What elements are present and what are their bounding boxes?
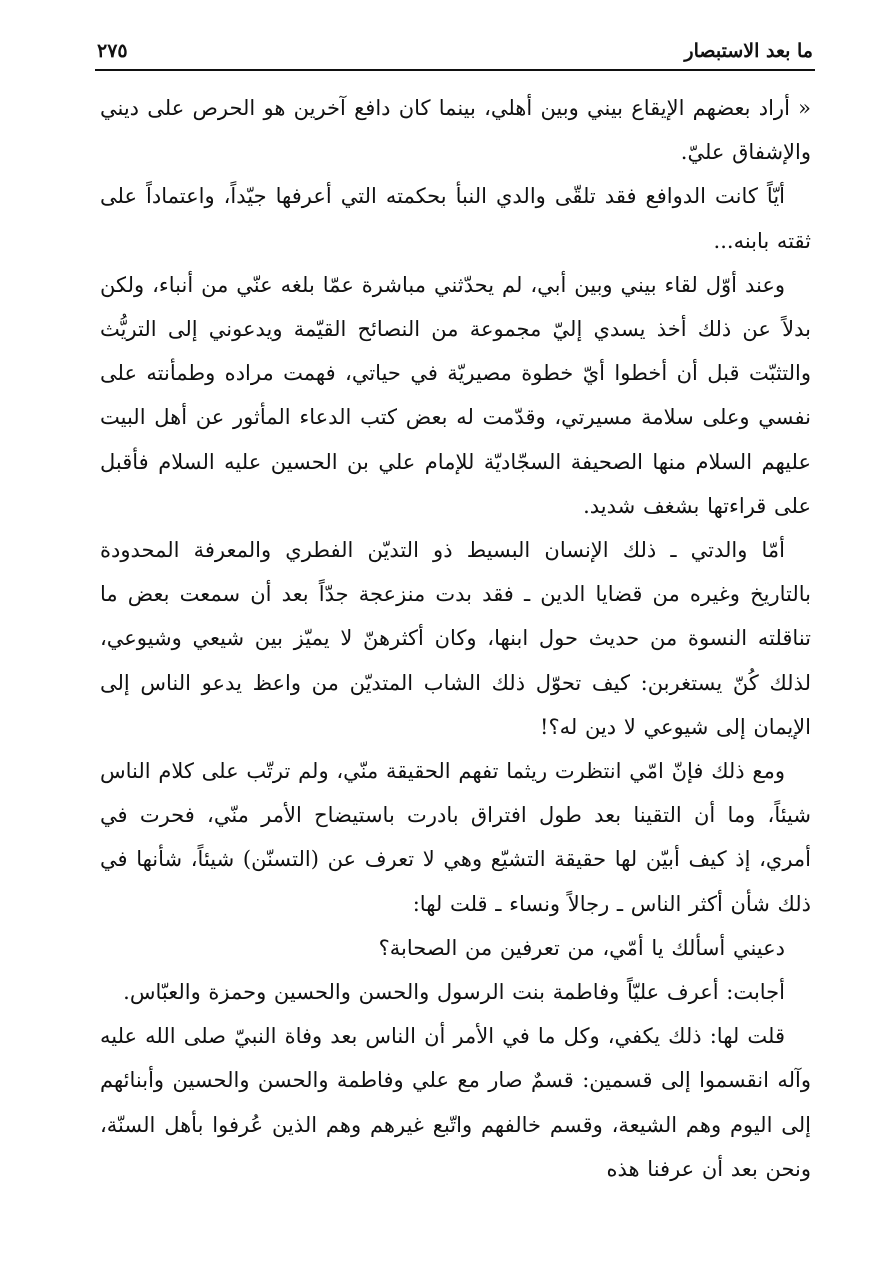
paragraph: أجابت: أعرف عليّاً وفاطمة بنت الرسول والحسن والحسين وحمزة والعبّاس. — [123, 980, 785, 1005]
paragraph: أمّا والدتي ـ ذلك الإنسان البسيط ذو التديّن الفطري والمعرفة المحدودة بالتاريخ وغيره من قضايا الدين ـ فقد بدت منزعجة جدّاً بعد أن سمعت بعض ما تناقلته النسوة من حديث حول ابنها، وكان أكثرهنّ لا يميّز بين شيعي وشيوعي، لذلك كُنّ يستغربن: كيف تحوّل ذلك الشاب المتديّن من واعظ يدعو الناس إلى الإيمان إلى شيوعي لا دين له؟! — [100, 538, 811, 739]
paragraph: « أراد بعضهم الإيقاع بيني وبين أهلي، بينما كان دافع آخرين هو الحرص على ديني والإشفاق عليّ. — [100, 96, 811, 165]
paragraph: أيّاً كانت الدوافع فقد تلقّى والدي النبأ بحكمته التي أعرفها جيّداً، واعتماداً على ثقته بابنه... — [100, 184, 811, 253]
paragraph: ومع ذلك فإنّ امّي انتظرت ريثما تفهم الحقيقة منّي، ولم ترتّب على كلام الناس شيئاً، وما أن التقينا بعد طول افتراق بادرت باستيضاح الأمر منّي، فحرت في أمري، إذ كيف أبيّن لها حقيقة التشيّع وهي لا تعرف عن (التسنّن) شيئاً، شأنها في ذلك شأن أكثر الناس ـ رجالاً ونساء ـ قلت لها: — [100, 759, 811, 916]
running-title: ما بعد الاستبصار — [684, 40, 813, 62]
paragraph: دعيني أسألك يا أمّي، من تعرفين من الصحابة؟ — [378, 935, 785, 960]
header-divider — [95, 69, 815, 71]
page-number: ٢٧٥ — [97, 40, 128, 62]
paragraph: قلت لها: ذلك يكفي، وكل ما في الأمر أن الناس بعد وفاة النبيّ صلى الله عليه وآله انقسموا إلى قسمين: قسمٌ صار مع علي وفاطمة والحسن والحسين وأبنائهم إلى اليوم وهم الشيعة، وقسم خالفهم واتّبع غيرهم وهم الذين عُرفوا بأهل السنّة، ونحن بعد أن عرفنا هذه — [100, 1024, 811, 1181]
paragraph: وعند أوّل لقاء بيني وبين أبي، لم يحدّثني مباشرة عمّا بلغه عنّي من أنباء، ولكن بدلاً عن ذلك أخذ يسدي إليّ مجموعة من النصائح القيّمة ويدعوني إلى التريُّث والتثبّت قبل أن أخطوا أيّ خطوة مصيريّة في حياتي، فهمت مراده وطمأنته على نفسي وعلى سلامة مسيرتي، وقدّمت له بعض كتب الدعاء المأثور عن أهل البيت عليهم السلام منها الصحيفة السجّاديّة للإمام علي بن الحسين عليه السلام فأقبل على قراءتها بشغف شديد. — [100, 272, 811, 518]
page-header — [97, 34, 813, 64]
page-body — [100, 86, 811, 1191]
